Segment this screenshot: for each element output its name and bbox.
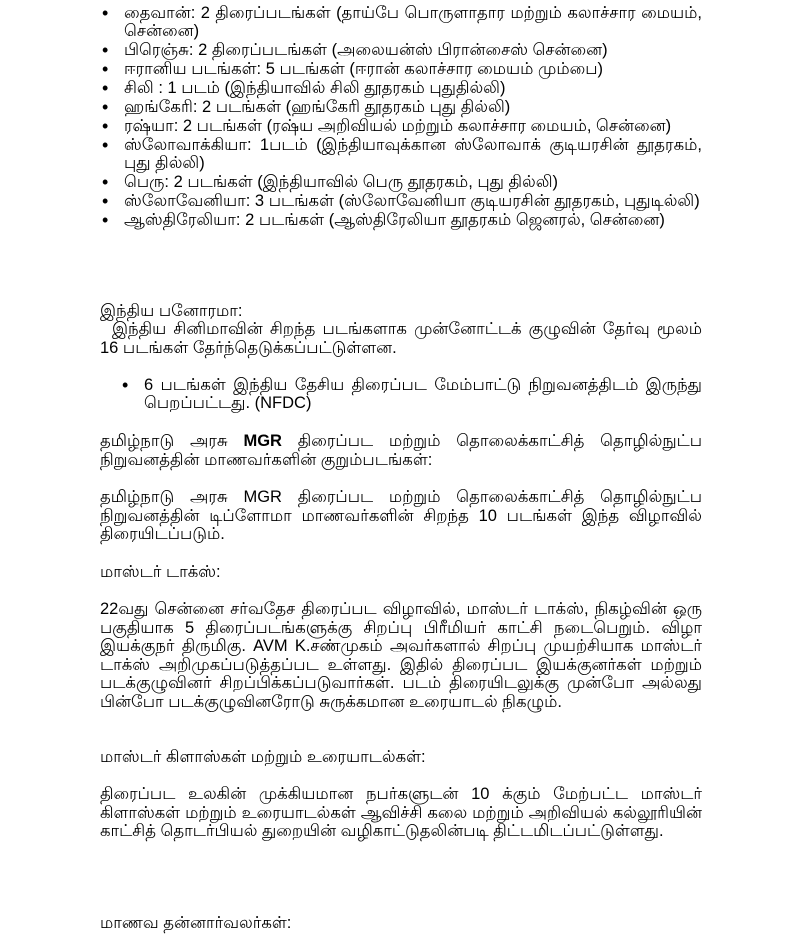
list-item: • ஹங்கேரி: 2 படங்கள் (ஹங்கேரி தூதரகம் புது தில்லி) xyxy=(100,98,702,116)
master-classes-heading-block xyxy=(100,748,702,766)
mgr-diploma-section xyxy=(100,488,702,544)
mgr-diploma-paragraph: தமிழ்நாடு அரசு MGR திரைப்பட மற்றும் தொலைக்காட்சித் தொழில்நுட்ப நிறுவனத்தின் டிப்ளோமா மாணவர்களின் சிறந்த 10 படங்கள் இந்த விழாவில் திரையிடப்படும். xyxy=(100,488,702,543)
list-item: • ஆஸ்திரேலியா: 2 படங்கள் (ஆஸ்திரேலியா தூதரகம் ஜெனரல், சென்னை) xyxy=(100,211,702,229)
list-item: • ஸ்லோவாக்கியா: 1படம் (இந்தியாவுக்கான ஸ்லோவாக் குடியரசின் தூதரகம், புது தில்லி) xyxy=(100,136,702,172)
volunteers-heading: மாணவ தன்னார்வலர்கள்: xyxy=(100,914,292,932)
list-item: • பிரெஞ்சு: 2 திரைப்படங்கள் (அலையன்ஸ் பிரான்சைஸ் சென்னை) xyxy=(100,41,702,59)
master-classes-paragraph: திரைப்பட உலகின் முக்கியமான நபர்களுடன் 10 க்கும் மேற்பட்ட மாஸ்டர் கிளாஸ்கள் மற்றும் உரையாடல்கள் ஆவிச்சி கலை மற்றும் அறிவியல் கல்லூரியின் காட்சித் தொடர்பியல் துறையின் வழிகாட்டுதலின்படி திட்டமிடப்பட்டுள்ளது. xyxy=(100,785,702,840)
master-classes-section xyxy=(100,785,702,841)
mgr-short-acronym: MGR xyxy=(243,432,282,450)
mgr-short-films-heading xyxy=(100,432,702,469)
master-classes-heading: மாஸ்டர் கிளாஸ்கள் மற்றும் உரையாடல்கள்: xyxy=(100,748,426,766)
list-item: • 6 படங்கள் இந்திய தேசிய திரைப்பட மேம்பாட்டு நிறுவனத்திடம் இருந்து பெறப்பட்டது. (NFDC) xyxy=(120,376,702,412)
master-talks-section xyxy=(100,600,702,711)
list-item: • ஈரானிய படங்கள்: 5 படங்கள் (ஈரான் கலாச்சார மையம் மும்பை) xyxy=(100,60,702,78)
mgr-short-films-section xyxy=(100,432,702,469)
mgr-short-prefix: தமிழ்நாடு அரசு xyxy=(100,432,244,450)
panorama-heading: இந்திய பனோரமா: xyxy=(100,302,243,320)
volunteers-heading-block xyxy=(100,914,702,932)
list-item: • ரஷ்யா: 2 படங்கள் (ரஷ்ய அறிவியல் மற்றும் கலாச்சார மையம், சென்னை) xyxy=(100,117,702,135)
list-item: • சிலி : 1 படம் (இந்தியாவில் சிலி தூதரகம் புதுதில்லி) xyxy=(100,79,702,97)
list-item: • பெரு: 2 படங்கள் (இந்தியாவில் பெரு தூதரகம், புது தில்லி) xyxy=(100,173,702,191)
panorama-bullet-list xyxy=(120,376,702,413)
master-talks-heading-block xyxy=(100,563,702,581)
master-talks-heading: மாஸ்டர் டாக்ஸ்: xyxy=(100,563,221,581)
panorama-section xyxy=(100,302,702,357)
mgr-short-suffix: திரைப்பட மற்றும் தொலைக்காட்சித் தொழில்நுட்ப நிறுவனத்தின் மாணவர்களின் குறும்படங்கள்: xyxy=(100,432,702,469)
country-film-list xyxy=(100,4,702,230)
panorama-paragraph: இந்திய சினிமாவின் சிறந்த படங்களாக முன்னோட்டக் குழுவின் தேர்வு மூலம் 16 படங்கள் தேர்ந்தெடுக்கப்பட்டுள்ளன. xyxy=(100,320,702,357)
master-talks-paragraph: 22வது சென்னை சர்வதேச திரைப்பட விழாவில், மாஸ்டர் டாக்ஸ், நிகழ்வின் ஒரு பகுதியாக 5 திரைப்படங்களுக்கு சிறப்பு பிரீமியர் காட்சி நடைபெறும். விழா இயக்குநர் திருமிகு. AVM K.சண்முகம் அவர்களால் சிறப்பு முயற்சியாக மாஸ்டர் டாக்ஸ் அறிமுகப்படுத்தப்பட உள்ளது. இதில் திரைப்பட இயக்குனர்கள் மற்றும் படக்குழுவினர் சிறப்பிக்கப்படுவார்கள். படம் திரையிடலுக்கு முன்போ அல்லது பின்போ படக்குழுவினரோடு சுருக்கமான உரையாடல் நிகழும். xyxy=(100,600,702,711)
list-item: • தைவான்: 2 திரைப்படங்கள் (தாய்பே பொருளாதார மற்றும் கலாச்சார மையம், சென்னை) xyxy=(100,4,702,40)
list-item: • ஸ்லோவேனியா: 3 படங்கள் (ஸ்லோவேனியா குடியரசின் தூதரகம், புதுடில்லி) xyxy=(100,192,702,210)
